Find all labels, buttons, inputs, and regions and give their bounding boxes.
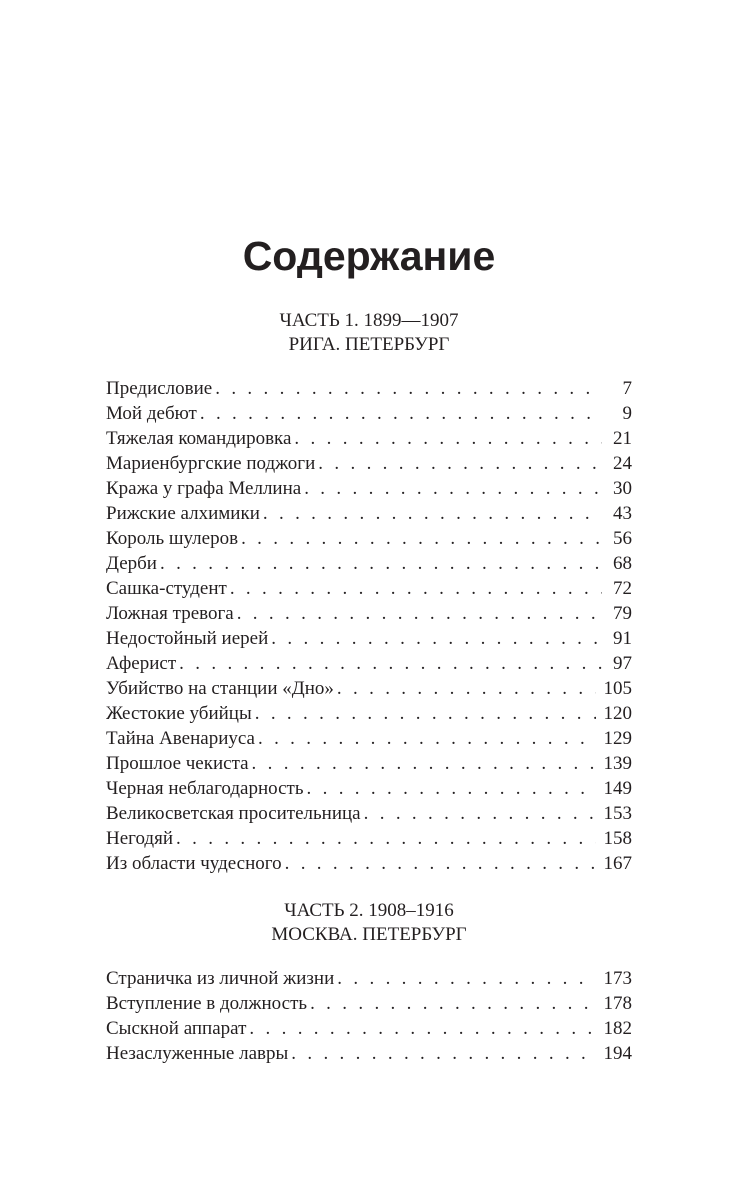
toc-entry-title: Великосветская просительница bbox=[106, 803, 361, 824]
toc-entry bbox=[106, 676, 632, 701]
toc-entry-title: Сыскной аппарат bbox=[106, 1018, 247, 1039]
toc-entry-page: 178 bbox=[603, 993, 632, 1014]
dot-leader bbox=[200, 401, 602, 426]
dot-leader bbox=[237, 601, 602, 626]
toc-entry bbox=[106, 801, 632, 826]
toc-entry-page: 9 bbox=[622, 403, 632, 424]
toc-entry-page: 30 bbox=[613, 478, 632, 499]
dot-leader bbox=[179, 651, 602, 676]
toc-entry bbox=[106, 551, 632, 576]
toc-entry-title: Сашка-студент bbox=[106, 578, 227, 599]
toc-entry bbox=[106, 376, 632, 401]
toc-entry-page: 105 bbox=[603, 678, 632, 699]
part-1-place: РИГА. ПЕТЕРБУРГ bbox=[288, 334, 450, 355]
toc-entry bbox=[106, 726, 632, 751]
toc-entry-page: 158 bbox=[603, 828, 632, 849]
toc-entry-page: 72 bbox=[613, 578, 632, 599]
toc-entry-title: Убийство на станции «Дно» bbox=[106, 678, 334, 699]
toc-entry-page: 7 bbox=[622, 378, 632, 399]
part-1-heading bbox=[0, 309, 738, 357]
toc-entry-title: Незаслуженные лавры bbox=[106, 1043, 289, 1064]
dot-leader bbox=[160, 551, 602, 576]
toc-entry-page: 68 bbox=[613, 553, 632, 574]
toc-entry-title: Ложная тревога bbox=[106, 603, 234, 624]
dot-leader bbox=[263, 501, 602, 526]
toc-entry-page: 149 bbox=[603, 778, 632, 799]
toc-entry-page: 43 bbox=[613, 503, 632, 524]
toc-entry bbox=[106, 1041, 632, 1066]
dot-leader bbox=[318, 451, 602, 476]
toc-entry-title: Предисловие bbox=[106, 378, 213, 399]
dot-leader bbox=[337, 966, 595, 991]
dot-leader bbox=[255, 701, 596, 726]
toc-entry bbox=[106, 476, 632, 501]
toc-entry bbox=[106, 701, 632, 726]
toc-entry-page: 182 bbox=[603, 1018, 632, 1039]
toc-entry bbox=[106, 651, 632, 676]
toc-entry-title: Вступление в должность bbox=[106, 993, 308, 1014]
toc-entry bbox=[106, 826, 632, 851]
toc-entry bbox=[106, 751, 632, 776]
toc-entry-page: 129 bbox=[603, 728, 632, 749]
toc-entry-title: Мариенбургские поджоги bbox=[106, 453, 316, 474]
toc-entry-title: Негодяй bbox=[106, 828, 174, 849]
toc-entry-title: Кража у графа Меллина bbox=[106, 478, 302, 499]
dot-leader bbox=[215, 376, 602, 401]
part-1-toc-list bbox=[106, 376, 632, 876]
toc-entry-title: Аферист bbox=[106, 653, 177, 674]
toc-entry-title: Рижские алхимики bbox=[106, 503, 260, 524]
part-2-place: МОСКВА. ПЕТЕРБУРГ bbox=[271, 924, 467, 945]
toc-entry-page: 139 bbox=[603, 753, 632, 774]
toc-entry bbox=[106, 501, 632, 526]
toc-entry-page: 153 bbox=[603, 803, 632, 824]
toc-entry-title: Король шулеров bbox=[106, 528, 239, 549]
toc-entry bbox=[106, 426, 632, 451]
dot-leader bbox=[271, 626, 602, 651]
dot-leader bbox=[294, 426, 602, 451]
dot-leader bbox=[249, 1016, 595, 1041]
toc-entry-page: 194 bbox=[603, 1043, 632, 1064]
toc-entry-title: Дерби bbox=[106, 553, 157, 574]
toc-entry-page: 173 bbox=[603, 968, 632, 989]
toc-entry-title: Жестокие убийцы bbox=[106, 703, 252, 724]
toc-entry-page: 120 bbox=[603, 703, 632, 724]
toc-entry-title: Недостойный иерей bbox=[106, 628, 269, 649]
toc-entry-title: Мой дебют bbox=[106, 403, 197, 424]
toc-entry bbox=[106, 401, 632, 426]
dot-leader bbox=[337, 676, 596, 701]
dot-leader bbox=[307, 776, 596, 801]
dot-leader bbox=[241, 526, 602, 551]
dot-leader bbox=[291, 1041, 595, 1066]
toc-entry-page: 97 bbox=[613, 653, 632, 674]
dot-leader bbox=[230, 576, 602, 601]
toc-entry bbox=[106, 526, 632, 551]
page-title: Содержание bbox=[242, 233, 496, 279]
toc-entry-page: 79 bbox=[613, 603, 632, 624]
toc-entry-title: Черная неблагодарность bbox=[106, 778, 304, 799]
part-2-toc-list bbox=[106, 966, 632, 1066]
toc-entry bbox=[106, 451, 632, 476]
dot-leader bbox=[285, 851, 596, 876]
toc-entry-page: 21 bbox=[613, 428, 632, 449]
toc-entry-title: Тайна Авенариуса bbox=[106, 728, 255, 749]
toc-entry bbox=[106, 576, 632, 601]
toc-entry bbox=[106, 1016, 632, 1041]
toc-entry bbox=[106, 626, 632, 651]
toc-entry-page: 167 bbox=[603, 853, 632, 874]
toc-entry-title: Тяжелая командировка bbox=[106, 428, 292, 449]
toc-entry bbox=[106, 991, 632, 1016]
toc-entry-page: 91 bbox=[613, 628, 632, 649]
toc-entry bbox=[106, 966, 632, 991]
toc-entry bbox=[106, 601, 632, 626]
toc-entry-page: 24 bbox=[613, 453, 632, 474]
toc-entry bbox=[106, 776, 632, 801]
toc-entry-title: Страничка из личной жизни bbox=[106, 968, 335, 989]
part-2-heading bbox=[0, 899, 738, 947]
toc-entry-page: 56 bbox=[613, 528, 632, 549]
toc-entry-title: Прошлое чекиста bbox=[106, 753, 249, 774]
toc-entry bbox=[106, 851, 632, 876]
toc-entry-title: Из области чудесного bbox=[106, 853, 282, 874]
dot-leader bbox=[364, 801, 596, 826]
part-2-number: ЧАСТЬ 2. 1908–1916 bbox=[284, 900, 454, 921]
dot-leader bbox=[252, 751, 596, 776]
dot-leader bbox=[310, 991, 595, 1016]
dot-leader bbox=[304, 476, 602, 501]
dot-leader bbox=[258, 726, 596, 751]
dot-leader bbox=[176, 826, 595, 851]
part-1-number: ЧАСТЬ 1. 1899—1907 bbox=[279, 310, 459, 331]
